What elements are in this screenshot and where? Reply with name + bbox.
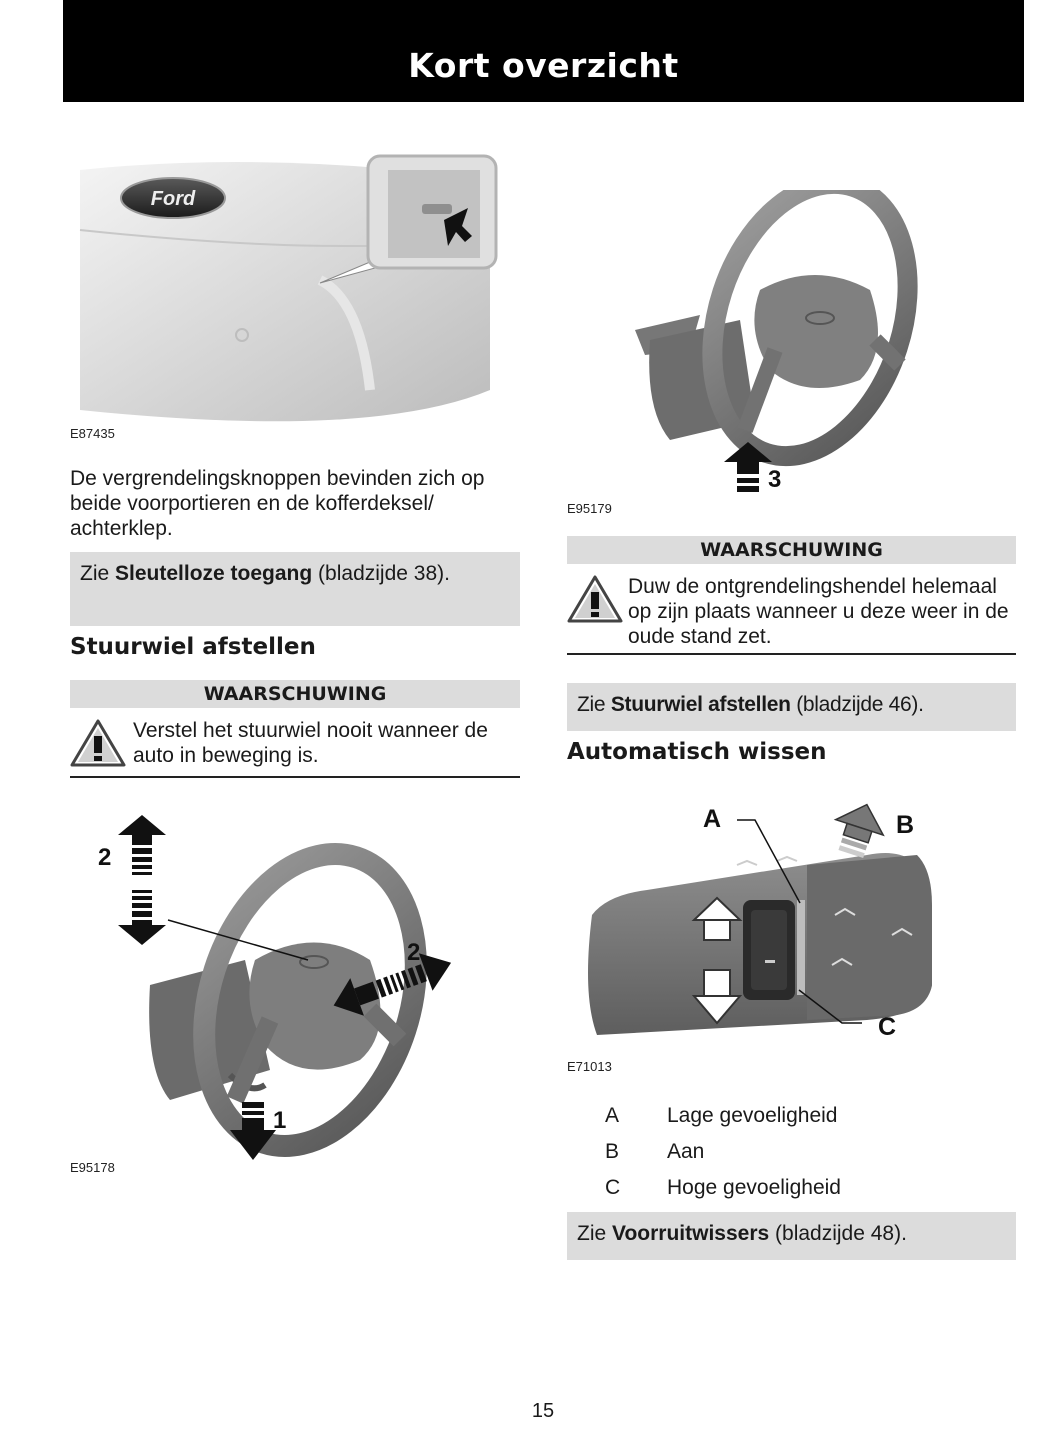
warning-triangle-icon (70, 718, 126, 768)
label-3: 3 (768, 466, 782, 493)
label-1: 1 (273, 1107, 287, 1134)
legend-key: A (605, 1104, 620, 1127)
figure-code-e71013: E71013 (567, 1059, 612, 1074)
page-number: 15 (531, 1400, 555, 1422)
legend-row-a (605, 1098, 1005, 1134)
ford-logo-text: Ford (150, 188, 196, 210)
warning-heading: WAARSCHUWING (567, 536, 1016, 564)
legend-row-b (605, 1134, 1005, 1170)
legend-value: Hoge gevoeligheid (667, 1176, 841, 1199)
section-title-auto-wipe: Automatisch wissen (567, 739, 827, 765)
label-b: B (896, 811, 915, 839)
legend-key: C (605, 1176, 621, 1199)
label-c: C (878, 1013, 897, 1040)
legend-key: B (605, 1140, 620, 1163)
steering-lever-illustration (630, 190, 920, 495)
legend-value: Aan (667, 1140, 705, 1163)
warning-heading: WAARSCHUWING (70, 680, 520, 708)
label-a: A (703, 805, 722, 833)
vertical-double-arrow-icon (118, 815, 166, 945)
steering-adjust-illustration (70, 810, 510, 1160)
warning-text: Verstel het stuurwiel nooit wanneer de auto in beweging is. (133, 719, 488, 767)
label-2-vertical: 2 (98, 844, 112, 871)
legend-value: Lage gevoeligheid (667, 1104, 838, 1127)
wiper-stalk-illustration (567, 795, 1016, 1040)
lock-buttons-paragraph: De vergrendelingsknoppen bevinden zich op beide voorportieren en de kofferdeksel/ achterklep. (70, 467, 485, 540)
warning-text: Duw de ontgrendelingshendel helemaal op zijn plaats wanneer u deze weer in de oude stand zet. (628, 575, 1009, 648)
reference-steering-adjust[interactable]: Zie Stuurwiel afstellen (bladzijde 46). (567, 683, 1016, 731)
divider (567, 653, 1016, 655)
section-title-steering-adjust: Stuurwiel afstellen (70, 634, 316, 660)
reference-wipers[interactable]: Zie Voorruitwissers (bladzijde 48). (567, 1212, 1016, 1260)
page-title: Kort overzicht (408, 46, 679, 85)
figure-code-e95179: E95179 (567, 501, 612, 516)
divider (70, 776, 520, 778)
b-arrow-icon (827, 797, 891, 862)
reference-keyless-entry[interactable]: Zie Sleutelloze toegang (bladzijde 38). (70, 552, 520, 626)
tailgate-illustration (70, 150, 510, 430)
figure-code-e87435: E87435 (70, 426, 115, 441)
legend-row-c (605, 1170, 1005, 1206)
header-bar (63, 0, 1024, 102)
warning-triangle-icon (567, 574, 623, 624)
figure-code-e95178: E95178 (70, 1160, 115, 1175)
label-2-diagonal: 2 (407, 939, 421, 966)
